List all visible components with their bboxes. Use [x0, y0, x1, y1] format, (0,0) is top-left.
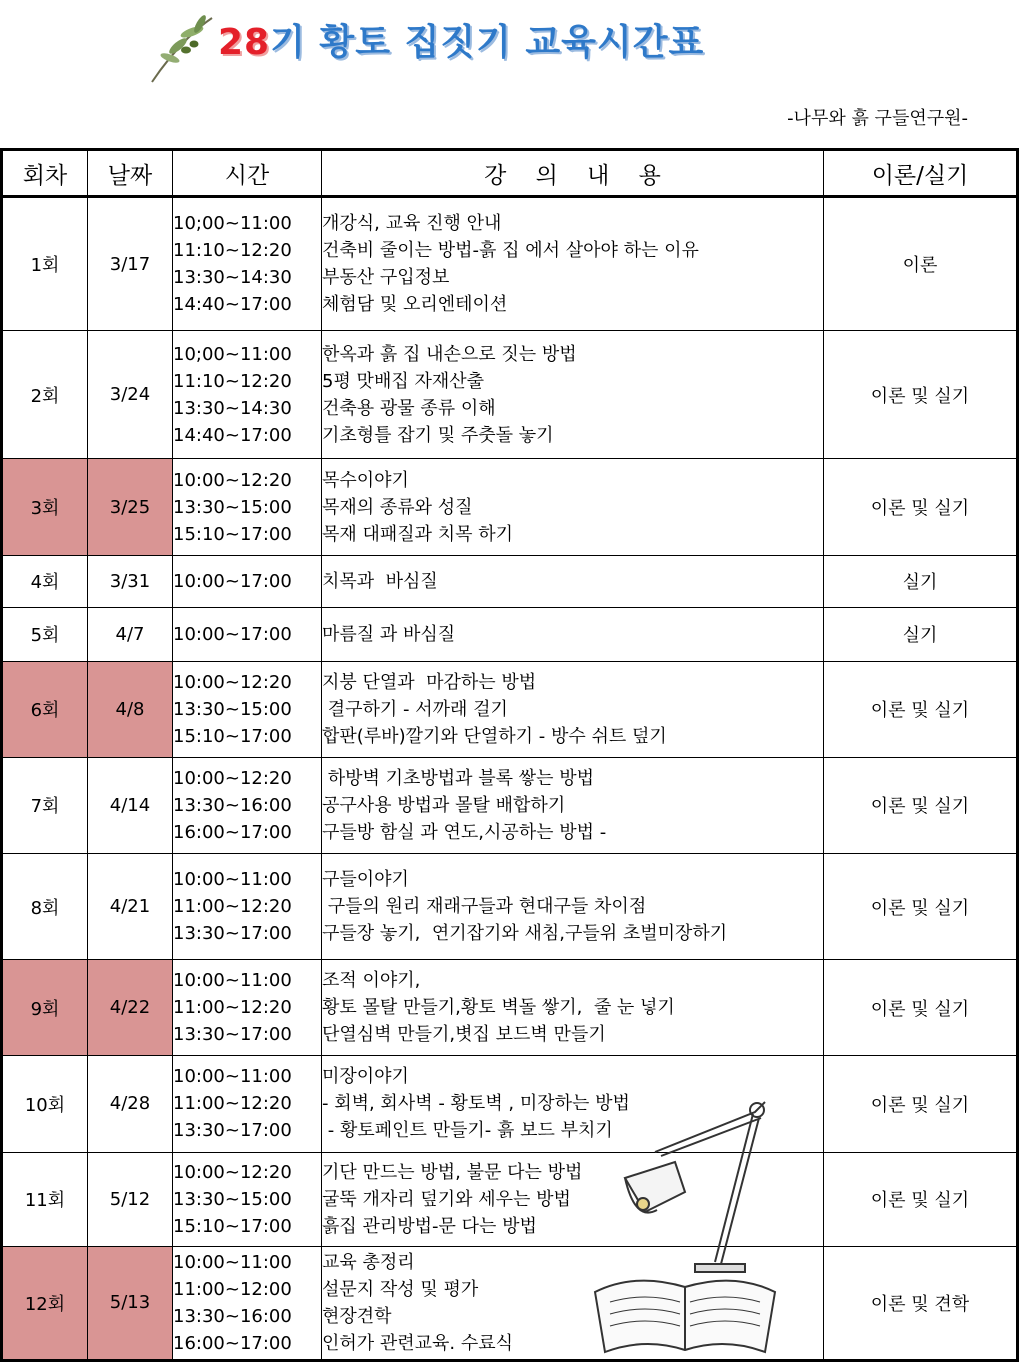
date-cell: 5/13: [88, 1246, 173, 1360]
time-slot: 10:00~12:20: [173, 469, 292, 491]
table-row: [2, 459, 1018, 555]
table-row: [2, 555, 1018, 607]
content-cell: [322, 197, 824, 331]
table-row: [2, 331, 1018, 459]
round-cell: 6회: [2, 661, 88, 757]
content-line: 건축용 광물 종류 이해: [322, 397, 496, 419]
content-line: 5평 맛배집 자재산출: [322, 370, 484, 392]
time-slot: 13:30~14:30: [173, 267, 292, 289]
type-cell: 이론 및 실기: [824, 1056, 1018, 1152]
header-date: 날짜: [88, 150, 173, 197]
time-slot: 13:30~15:00: [173, 496, 292, 518]
round-cell: 4회: [2, 555, 88, 607]
content-line: 건축비 줄이는 방법-흙 집 에서 살아야 하는 이유: [322, 240, 699, 262]
time-slot: 13:30~14:30: [173, 397, 292, 419]
type-cell: 이론 및 실기: [824, 1152, 1018, 1246]
round-cell: 2회: [2, 331, 88, 459]
content-line: 구들방 함실 과 연도,시공하는 방법 -: [322, 821, 607, 843]
time-cell: [173, 331, 322, 459]
date-cell: 4/21: [88, 854, 173, 960]
type-cell: 실기: [824, 555, 1018, 607]
header-time: 시간: [173, 150, 322, 197]
content-line: 하방벽 기초방법과 블록 쌓는 방법: [322, 767, 595, 789]
content-line: 황토 몰탈 만들기,황토 벽돌 쌓기, 줄 눈 넣기: [322, 997, 675, 1019]
type-cell: 실기: [824, 607, 1018, 661]
table-row: [2, 1056, 1018, 1152]
content-line: 인허가 관련교육. 수료식: [322, 1332, 514, 1354]
content-cell: [322, 1246, 824, 1360]
time-cell: [173, 1246, 322, 1360]
content-cell: [322, 960, 824, 1056]
content-line: 굴뚝 개자리 덮기와 세우는 방법: [322, 1188, 571, 1210]
time-slot: 10;00~11:00: [173, 343, 292, 365]
content-cell: [322, 331, 824, 459]
time-slot: 13:30~16:00: [173, 794, 292, 816]
content-line: 합판(루바)깔기와 단열하기 - 방수 쉬트 덮기: [322, 725, 667, 747]
round-cell: 5회: [2, 607, 88, 661]
olive-branch-icon: [148, 12, 218, 84]
time-slot: 13:30~17:00: [173, 1024, 292, 1046]
time-slot: 11:00~12:20: [173, 1093, 292, 1115]
time-slot: 13:30~15:00: [173, 698, 292, 720]
content-line: 결구하기 - 서까래 걸기: [322, 698, 508, 720]
content-line: 한옥과 흙 집 내손으로 짓는 방법: [322, 343, 577, 365]
time-slot: 10:00~11:00: [173, 869, 292, 891]
content-line: - 황토페인트 만들기- 흙 보드 부치기: [322, 1120, 613, 1142]
content-line: 기초형틀 잡기 및 주춧돌 놓기: [322, 424, 554, 446]
content-cell: [322, 459, 824, 555]
content-line: 개강식, 교육 진행 안내: [322, 213, 502, 235]
time-slot: 10:00~11:00: [173, 970, 292, 992]
time-cell: [173, 1056, 322, 1152]
type-cell: 이론 및 실기: [824, 960, 1018, 1056]
round-cell: 8회: [2, 854, 88, 960]
time-slot: 13:30~15:00: [173, 1188, 292, 1210]
time-cell: [173, 1152, 322, 1246]
time-slot: 10:00~12:20: [173, 767, 292, 789]
time-slot: 16:00~17:00: [173, 821, 292, 843]
content-cell: [322, 1056, 824, 1152]
content-line: 설문지 작성 및 평가: [322, 1278, 479, 1300]
content-line: 기단 만드는 방법, 불문 다는 방법: [322, 1161, 583, 1183]
date-cell: 4/28: [88, 1056, 173, 1152]
content-line: 미장이야기: [322, 1066, 409, 1088]
header-type: 이론/실기: [824, 150, 1018, 197]
date-cell: 3/17: [88, 197, 173, 331]
round-cell: 12회: [2, 1246, 88, 1360]
header-content: 강 의 내 용: [322, 150, 824, 197]
table-row: [2, 1246, 1018, 1360]
time-cell: [173, 960, 322, 1056]
type-cell: 이론 및 실기: [824, 661, 1018, 757]
title-number: 28: [218, 22, 271, 63]
time-cell: [173, 757, 322, 853]
time-slot: 10;00~11:00: [173, 213, 292, 235]
table-row: [2, 197, 1018, 331]
time-slot: 11:00~12:20: [173, 896, 292, 918]
date-cell: 4/14: [88, 757, 173, 853]
time-slot: 13:30~17:00: [173, 1120, 292, 1142]
content-line: 단열심벽 만들기,볏집 보드벽 만들기: [322, 1024, 606, 1046]
content-cell: [322, 661, 824, 757]
content-line: 흙집 관리방법-문 다는 방법: [322, 1215, 537, 1237]
time-slot: 10:00~17:00: [173, 570, 292, 592]
type-cell: 이론 및 실기: [824, 854, 1018, 960]
content-line: 구들의 원리 재래구들과 현대구들 차이점: [322, 896, 647, 918]
table-row: [2, 757, 1018, 853]
content-line: 교육 총정리: [322, 1251, 415, 1273]
type-cell: 이론 및 견학: [824, 1246, 1018, 1360]
time-slot: 15:10~17:00: [173, 725, 292, 747]
time-slot: 10:00~11:00: [173, 1066, 292, 1088]
round-cell: 11회: [2, 1152, 88, 1246]
type-cell: 이론 및 실기: [824, 757, 1018, 853]
page-title: [218, 14, 704, 65]
type-cell: 이론 및 실기: [824, 331, 1018, 459]
time-cell: [173, 661, 322, 757]
content-line: 목수이야기: [322, 469, 409, 491]
date-cell: 4/8: [88, 661, 173, 757]
time-cell: [173, 607, 322, 661]
table-row: [2, 1152, 1018, 1246]
table-row: [2, 607, 1018, 661]
content-line: 목재 대패질과 치목 하기: [322, 523, 514, 545]
content-line: 마름질 과 바심질: [322, 623, 456, 645]
date-cell: 3/31: [88, 555, 173, 607]
content-line: 현장견학: [322, 1305, 392, 1327]
content-line: 부동산 구입정보: [322, 267, 450, 289]
content-line: 체험담 및 오리엔테이션: [322, 294, 508, 316]
round-cell: 7회: [2, 757, 88, 853]
content-line: 목재의 종류와 성질: [322, 496, 473, 518]
time-slot: 15:10~17:00: [173, 523, 292, 545]
round-cell: 10회: [2, 1056, 88, 1152]
content-cell: [322, 1152, 824, 1246]
time-slot: 11:10~12:20: [173, 240, 292, 262]
table-row: [2, 960, 1018, 1056]
content-cell: [322, 854, 824, 960]
time-cell: [173, 197, 322, 331]
date-cell: 3/25: [88, 459, 173, 555]
table-row: [2, 854, 1018, 960]
date-cell: 4/22: [88, 960, 173, 1056]
table-row: [2, 661, 1018, 757]
header-round: 회차: [2, 150, 88, 197]
type-cell: 이론: [824, 197, 1018, 331]
content-line: 구들이야기: [322, 869, 409, 891]
schedule-table: [0, 148, 1019, 1362]
round-cell: 3회: [2, 459, 88, 555]
time-slot: 15:10~17:00: [173, 1215, 292, 1237]
organization-name: -나무와 흙 구들연구원-: [787, 108, 968, 129]
time-slot: 13:30~17:00: [173, 923, 292, 945]
time-cell: [173, 555, 322, 607]
content-cell: [322, 555, 824, 607]
time-slot: 14:40~17:00: [173, 424, 292, 446]
content-line: 지붕 단열과 마감하는 방법: [322, 671, 537, 693]
title-text: 기 황토 집짓기 교육시간표: [270, 22, 705, 63]
time-slot: 10:00~11:00: [173, 1251, 292, 1273]
round-cell: 9회: [2, 960, 88, 1056]
round-cell: 1회: [2, 197, 88, 331]
content-line: - 회벽, 회사벽 - 황토벽 , 미장하는 방법: [322, 1093, 630, 1115]
time-slot: 10:00~12:20: [173, 671, 292, 693]
time-slot: 16:00~17:00: [173, 1332, 292, 1354]
time-slot: 11:10~12:20: [173, 370, 292, 392]
time-cell: [173, 854, 322, 960]
page-header: [0, 0, 1024, 148]
date-cell: 3/24: [88, 331, 173, 459]
time-slot: 11:00~12:00: [173, 1278, 292, 1300]
time-slot: 10:00~12:20: [173, 1161, 292, 1183]
time-slot: 11:00~12:20: [173, 997, 292, 1019]
time-slot: 10:00~17:00: [173, 623, 292, 645]
time-slot: 14:40~17:00: [173, 294, 292, 316]
date-cell: 4/7: [88, 607, 173, 661]
content-cell: [322, 607, 824, 661]
content-line: 공구사용 방법과 몰탈 배합하기: [322, 794, 566, 816]
type-cell: 이론 및 실기: [824, 459, 1018, 555]
table-header-row: [2, 150, 1018, 197]
time-slot: 13:30~16:00: [173, 1305, 292, 1327]
content-cell: [322, 757, 824, 853]
time-cell: [173, 459, 322, 555]
content-line: 조적 이야기,: [322, 970, 421, 992]
content-line: 치목과 바심질: [322, 570, 438, 592]
content-line: 구들장 놓기, 연기잡기와 새침,구들위 초벌미장하기: [322, 923, 728, 945]
date-cell: 5/12: [88, 1152, 173, 1246]
